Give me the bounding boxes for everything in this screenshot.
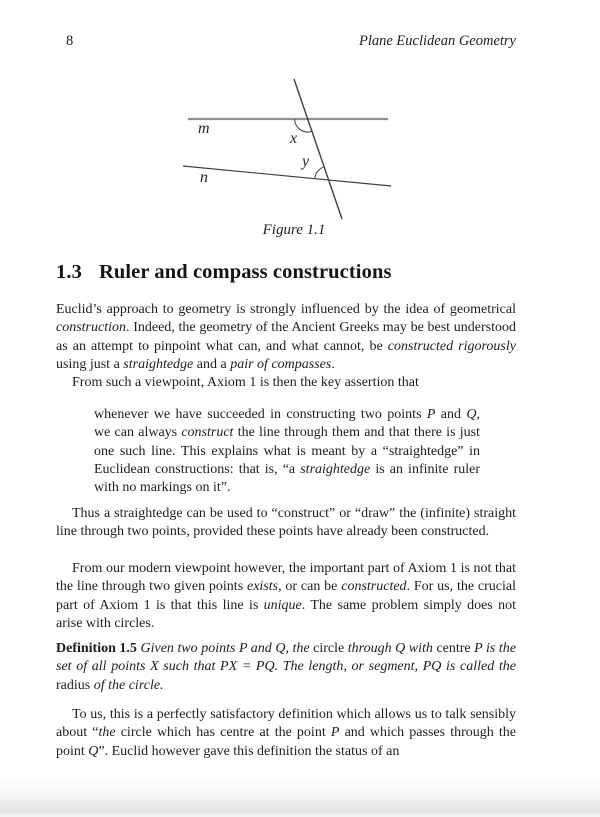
page-header: [66, 33, 516, 50]
transversal-line: [294, 79, 342, 219]
section-number: 1.3: [56, 261, 82, 283]
paragraph-viewpoint: From such a viewpoint, Axiom 1 is then the key assertion that: [72, 375, 419, 390]
angle-y-arc: [315, 167, 324, 179]
paragraph-modern-viewpoint: From our modern viewpoint however, the important part of Axiom 1 is not that the line through two given points exists, or can be constructed. For us, the crucial part of Axiom 1 is that this line is unique. The same problem simply does not arise with circles.: [56, 561, 517, 631]
label-angle-y: y: [302, 153, 310, 170]
page-bottom-shadow: [0, 775, 600, 817]
line-n: [183, 166, 391, 186]
definition-1-5: Definition 1.5 Given two points P and Q, the circle through Q with centre P is the set of all points X such that PX = PQ. The length, or segment, PQ is called the radius of the circle.: [56, 641, 516, 693]
label-angle-x: x: [290, 130, 298, 147]
label-line-m: m: [198, 120, 210, 137]
label-line-n: n: [200, 169, 208, 186]
figure-1-1: [0, 72, 600, 228]
paragraph-satisfactory-definition: To us, this is a perfectly satisfactory definition which allows us to talk sensibly about “the circle which has centre at the point P and which passes through the point Q”. Euclid however gave this definition the status of an: [56, 707, 517, 759]
paragraph-straightedge: Thus a straightedge can be used to “construct” or “draw” the (infinite) straight line through two points, provided these points have already been constructed.: [56, 506, 516, 540]
section-title: Ruler and compass constructions: [98, 261, 392, 283]
paragraph-intro: Euclid’s approach to geometry is strongly influenced by the idea of geometrical construction. Indeed, the geometry of the Ancient Greeks may be best understood as an attempt to pinpoint what can, and what cannot, be constructed rigorously using just a straightedge and a pair of compasses.: [56, 302, 516, 372]
section-heading: [56, 261, 392, 284]
running-title: Plane Euclidean Geometry: [358, 33, 516, 49]
figure-caption: Figure 1.1: [262, 222, 326, 238]
page-number: 8: [66, 33, 74, 49]
block-quote-axiom1: whenever we have succeeded in constructing two points P and Q, we can always construct the line through them and that there is just one such line. This explains what is meant by a “straightedge” in Euclidean constructions: that is, “a straightedge is an infinite ruler with no markings on it”.: [94, 407, 481, 496]
